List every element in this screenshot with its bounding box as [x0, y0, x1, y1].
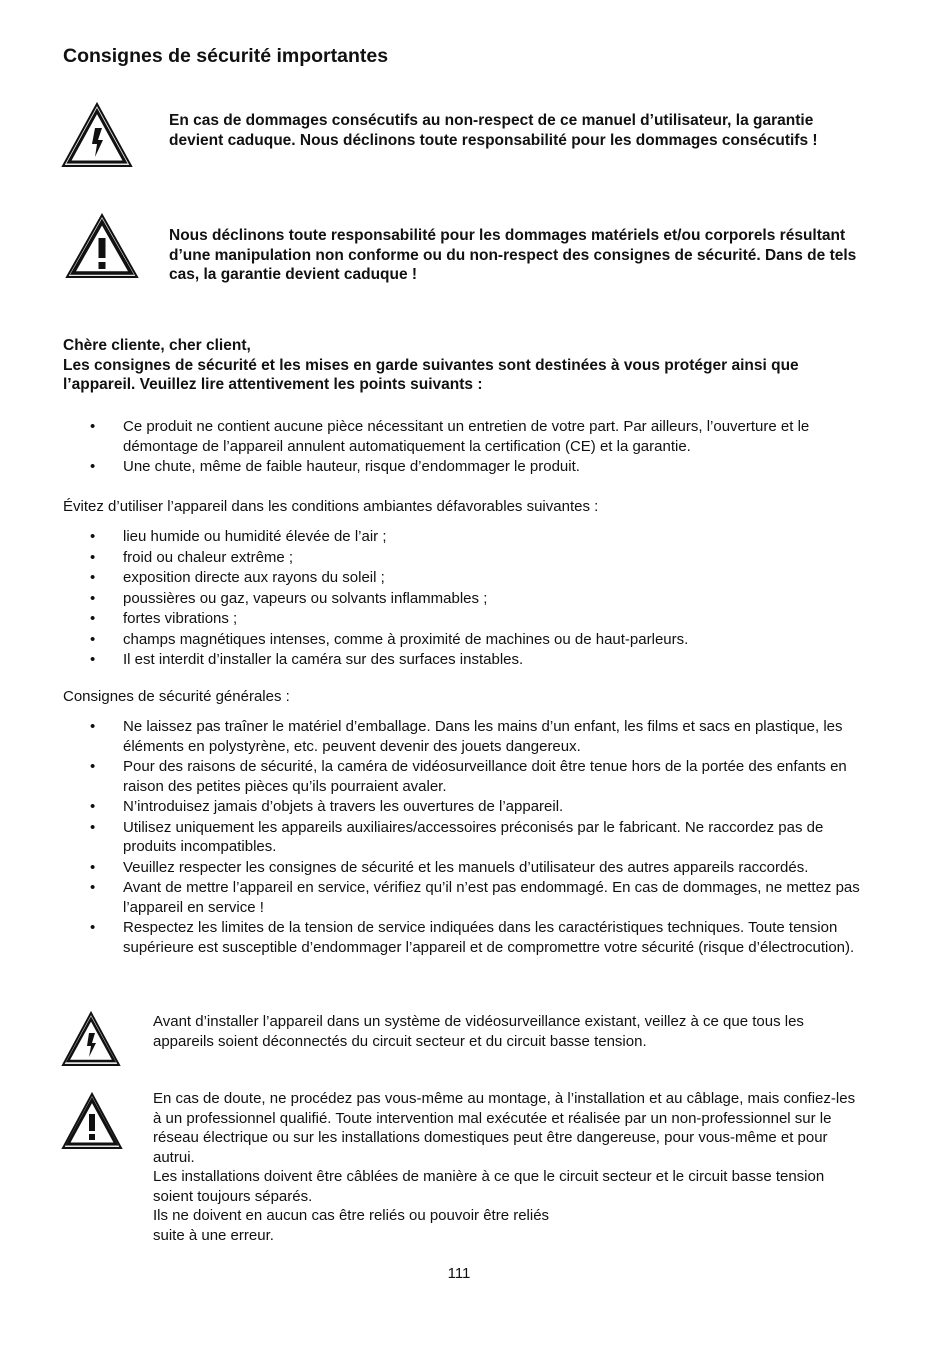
- bullet-glyph: •: [90, 418, 96, 435]
- bullet-glyph: •: [90, 569, 96, 586]
- exclamation-warning-icon: [64, 212, 140, 280]
- bullet-glyph: •: [90, 458, 96, 475]
- list-item: • Il est interdit d’installer la caméra sur des surfaces instables.: [90, 651, 524, 668]
- electric-hazard-icon: [60, 1010, 122, 1068]
- bullet-glyph: •: [90, 651, 96, 668]
- page-number: 111: [447, 1265, 471, 1282]
- list-item: • Ce produit ne contient aucune pièce nécessitant un entretien de votre part. Par ailleurs, l’ouverture et le démontage de l’appareil annulent automatiquement la certification (CE) et la garantie.: [90, 418, 810, 455]
- bullet-glyph: •: [90, 589, 96, 607]
- list-item: • froid ou chaleur extrême ;: [90, 548, 294, 566]
- list-item: • Utilisez uniquement les appareils auxiliaires/accessoires préconisés par le fabricant. Ne raccordez pas de produits incompatibles.: [90, 818, 824, 855]
- bullet-glyph: •: [90, 718, 96, 735]
- bullet-glyph: •: [90, 818, 96, 836]
- list-item: • Une chute, même de faible hauteur, risque d’endommager le produit.: [90, 458, 580, 475]
- greeting: Chère cliente, cher client,: [63, 337, 251, 354]
- bullet-glyph: •: [90, 879, 96, 896]
- bullet-glyph: •: [90, 798, 96, 815]
- list-item: • Pour des raisons de sécurité, la caméra de vidéosurveillance doit être tenue hors de la portée des enfants en raison des petites pièces qu’ils pourraient avaler.: [90, 758, 847, 795]
- note-text-professional: [153, 1089, 858, 1245]
- list-item: • exposition directe aux rayons du soleil ;: [90, 569, 385, 586]
- list-item: • lieu humide ou humidité élevée de l’air ;: [90, 528, 387, 545]
- intro: [63, 336, 873, 395]
- note-line: Les installations doivent être câblées de manière à ce que le circuit secteur et le circuit basse tension soient toujours séparés.: [153, 1168, 825, 1205]
- bullet-glyph: •: [90, 528, 96, 545]
- warning-text-damages: En cas de dommages consécutifs au non-respect de ce manuel d’utilisateur, la garantie devient caduque. Nous déclinons toute responsabilité pour les dommages consécutifs !: [169, 112, 818, 149]
- list-item: • Respectez les limites de la tension de service indiquées dans les caractéristiques techniques. Toute tension supérieure est susceptible d’endommager l’appareil et de compromettre votre sécurité (risque d’électrocution).: [90, 919, 855, 956]
- exclamation-warning-icon: [60, 1091, 124, 1151]
- list-item: • champs magnétiques intenses, comme à proximité de machines ou de haut-parleurs.: [90, 630, 689, 648]
- note-line: En cas de doute, ne procédez pas vous-même au montage, à l’installation et au câblage, mais confiez-les à un professionnel qualifié. Toute intervention mal exécutée et réalisée par un non-professionnel sur le réseau électrique ou sur les installations domestiques peut être dangereuse, pour vous-même et pour autrui.: [153, 1090, 856, 1166]
- bullet-list-conditions: [63, 527, 863, 671]
- list-item: • fortes vibrations ;: [90, 610, 238, 627]
- intro-text: Les consignes de sécurité et les mises en garde suivantes sont destinées à vous protéger ainsi que l’appareil. Veuillez lire attentivement les points suivants :: [63, 356, 799, 393]
- note-line: Ils ne doivent en aucun cas être reliés ou pouvoir être reliés: [153, 1207, 550, 1224]
- bullet-glyph: •: [90, 610, 96, 627]
- general-heading: Consignes de sécurité générales :: [63, 688, 290, 705]
- bullet-list-product: [63, 417, 863, 478]
- list-item: • N’introduisez jamais d’objets à travers les ouvertures de l’appareil.: [90, 798, 564, 815]
- note-line: suite à une erreur.: [153, 1226, 274, 1244]
- bullet-list-general: [63, 717, 863, 958]
- list-item: • Ne laissez pas traîner le matériel d’emballage. Dans les mains d’un enfant, les films et sacs en plastique, les éléments en polystyrène, etc. peuvent devenir des jouets dangereux.: [90, 718, 843, 755]
- bullet-glyph: •: [90, 919, 96, 936]
- warning-text-liability: Nous déclinons toute responsabilité pour les dommages matériels et/ou corporels résultant d’une manipulation non conforme ou du non-respect des consignes de sécurité. Dans de tels cas, la garantie devient caduque !: [169, 227, 857, 283]
- bullet-glyph: •: [90, 630, 96, 648]
- bullet-glyph: •: [90, 758, 96, 775]
- conditions-heading: Évitez d’utiliser l’appareil dans les conditions ambiantes défavorables suivantes :: [63, 498, 599, 515]
- list-item: • Veuillez respecter les consignes de sécurité et les manuels d’utilisateur des autres appareils raccordés.: [90, 858, 809, 876]
- page-title: Consignes de sécurité importantes: [63, 45, 389, 67]
- list-item: • Avant de mettre l’appareil en service, vérifiez qu’il n’est pas endommagé. En cas de dommages, ne mettez pas l’appareil en service !: [90, 879, 860, 916]
- bullet-glyph: •: [90, 858, 96, 876]
- bullet-glyph: •: [90, 548, 96, 566]
- list-item: • poussières ou gaz, vapeurs ou solvants inflammables ;: [90, 589, 488, 607]
- note-text-disconnect: Avant d’installer l’appareil dans un système de vidéosurveillance existant, veillez à ce que tous les appareils soient déconnectés du circuit secteur et du circuit basse tension.: [153, 1013, 804, 1050]
- electric-hazard-icon: [60, 101, 134, 169]
